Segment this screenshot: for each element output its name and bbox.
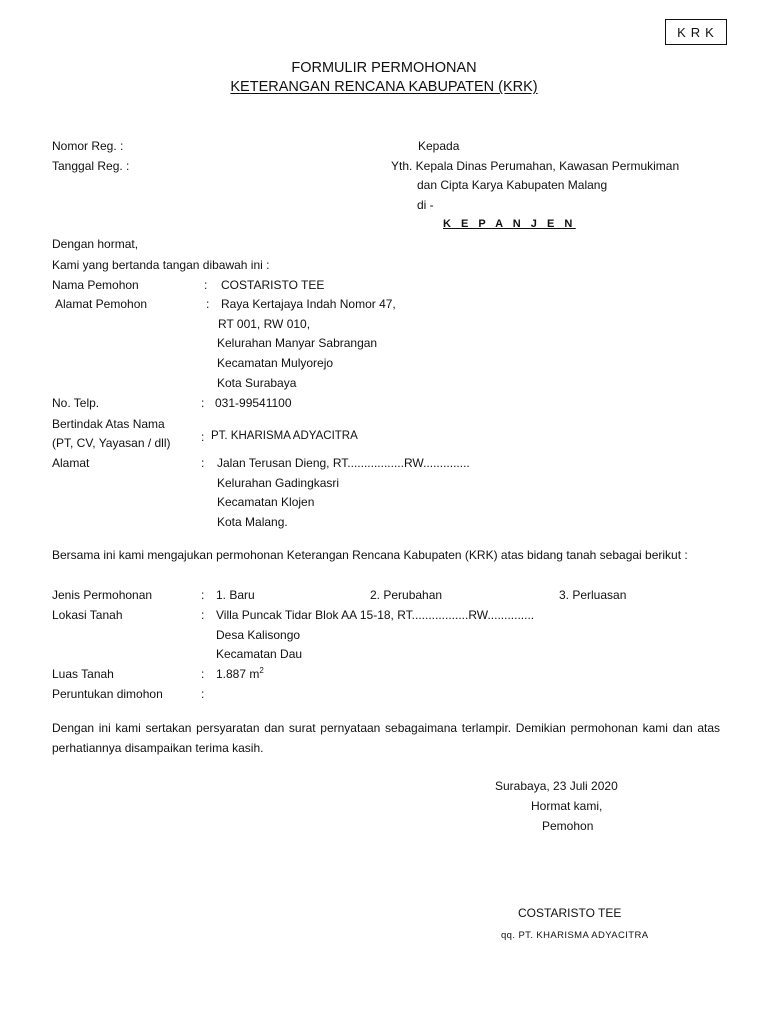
signature-company: qq. PT. KHARISMA ADYACITRA bbox=[501, 930, 649, 941]
company-address-label: Alamat bbox=[52, 456, 90, 470]
intended-use-label: Peruntukan dimohon bbox=[52, 687, 163, 701]
colon: : bbox=[201, 396, 205, 410]
company-label-line2: (PT, CV, Yayasan / dll) bbox=[52, 436, 171, 450]
request-option-perluasan: 3. Perluasan bbox=[559, 588, 627, 602]
applicant-name-value: COSTARISTO TEE bbox=[221, 278, 325, 292]
company-value: PT. KHARISMA ADYACITRA bbox=[211, 430, 358, 442]
phone-label: No. Telp. bbox=[52, 396, 100, 410]
applicant-address-line: Kecamatan Mulyorejo bbox=[217, 356, 334, 370]
reg-number-label: Nomor Reg. : bbox=[52, 139, 124, 153]
colon: : bbox=[201, 430, 205, 444]
closing-paragraph: Dengan ini kami sertakan persyaratan dan surat pernyataan sebagaimana terlampir. Demikian permohonan kami dan atas perhatiannya disampaikan terima kasih. bbox=[52, 721, 720, 755]
applicant-address-label: Alamat Pemohon bbox=[55, 297, 148, 311]
colon: : bbox=[201, 608, 205, 622]
colon: : bbox=[201, 687, 205, 701]
signature-role: Pemohon bbox=[542, 819, 594, 833]
land-location-line: Villa Puncak Tidar Blok AA 15-18, RT.................RW.............. bbox=[216, 608, 535, 622]
company-address-line: Kota Malang. bbox=[217, 515, 288, 529]
colon: : bbox=[201, 456, 205, 470]
document-code: KRK bbox=[677, 24, 719, 40]
recipient-line2: dan Cipta Karya Kabupaten Malang bbox=[417, 178, 608, 192]
document-code-box bbox=[665, 19, 727, 45]
phone-value: 031-99541100 bbox=[215, 396, 292, 410]
colon: : bbox=[206, 297, 210, 311]
recipient-di: di - bbox=[417, 198, 434, 212]
applicant-address-line: Raya Kertajaya Indah Nomor 47, bbox=[221, 297, 396, 311]
greeting: Dengan hormat, bbox=[52, 237, 139, 251]
form-subtitle-wrap bbox=[0, 79, 768, 95]
request-type-label: Jenis Permohonan bbox=[52, 588, 153, 602]
form-title: FORMULIR PERMOHONAN bbox=[291, 60, 477, 76]
recipient-kepada: Kepada bbox=[418, 139, 460, 153]
applicant-address-line: Kelurahan Manyar Sabrangan bbox=[217, 336, 378, 350]
signature-regards: Hormat kami, bbox=[531, 799, 603, 813]
recipient-line1: Yth. Kepala Dinas Perumahan, Kawasan Permukiman bbox=[391, 159, 680, 173]
land-area-number: 1.887 m bbox=[216, 667, 260, 681]
land-location-label: Lokasi Tanah bbox=[52, 608, 123, 622]
land-location-line: Desa Kalisongo bbox=[216, 628, 301, 642]
intro-line: Kami yang bertanda tangan dibawah ini : bbox=[52, 258, 270, 272]
signature-place-date: Surabaya, 23 Juli 2020 bbox=[495, 779, 618, 793]
land-area-superscript: 2 bbox=[259, 666, 264, 675]
land-area-value bbox=[216, 667, 264, 681]
land-area-label: Luas Tanah bbox=[52, 667, 114, 681]
form-subtitle: KETERANGAN RENCANA KABUPATEN (KRK) bbox=[230, 79, 538, 95]
signature-name: COSTARISTO TEE bbox=[518, 906, 622, 920]
land-location-line: Kecamatan Dau bbox=[216, 647, 303, 661]
request-paragraph: Bersama ini kami mengajukan permohonan Keterangan Rencana Kabupaten (KRK) atas bidang tanah sebagai berikut : bbox=[52, 548, 688, 562]
colon: : bbox=[201, 588, 205, 602]
request-option-baru: 1. Baru bbox=[216, 588, 255, 602]
company-address-line: Jalan Terusan Dieng, RT.................RW.............. bbox=[217, 456, 470, 470]
applicant-name-label: Nama Pemohon bbox=[52, 278, 139, 292]
company-address-line: Kelurahan Gadingkasri bbox=[217, 476, 340, 490]
colon: : bbox=[201, 667, 205, 681]
applicant-address-line: RT 001, RW 010, bbox=[218, 317, 311, 331]
company-address-line: Kecamatan Klojen bbox=[217, 495, 315, 509]
recipient-city: K E P A N J E N bbox=[443, 218, 576, 230]
colon: : bbox=[204, 278, 208, 292]
request-option-perubahan: 2. Perubahan bbox=[370, 588, 443, 602]
applicant-address-line: Kota Surabaya bbox=[217, 376, 297, 390]
company-label-line1: Bertindak Atas Nama bbox=[52, 417, 165, 431]
reg-date-label: Tanggal Reg. : bbox=[52, 159, 130, 173]
